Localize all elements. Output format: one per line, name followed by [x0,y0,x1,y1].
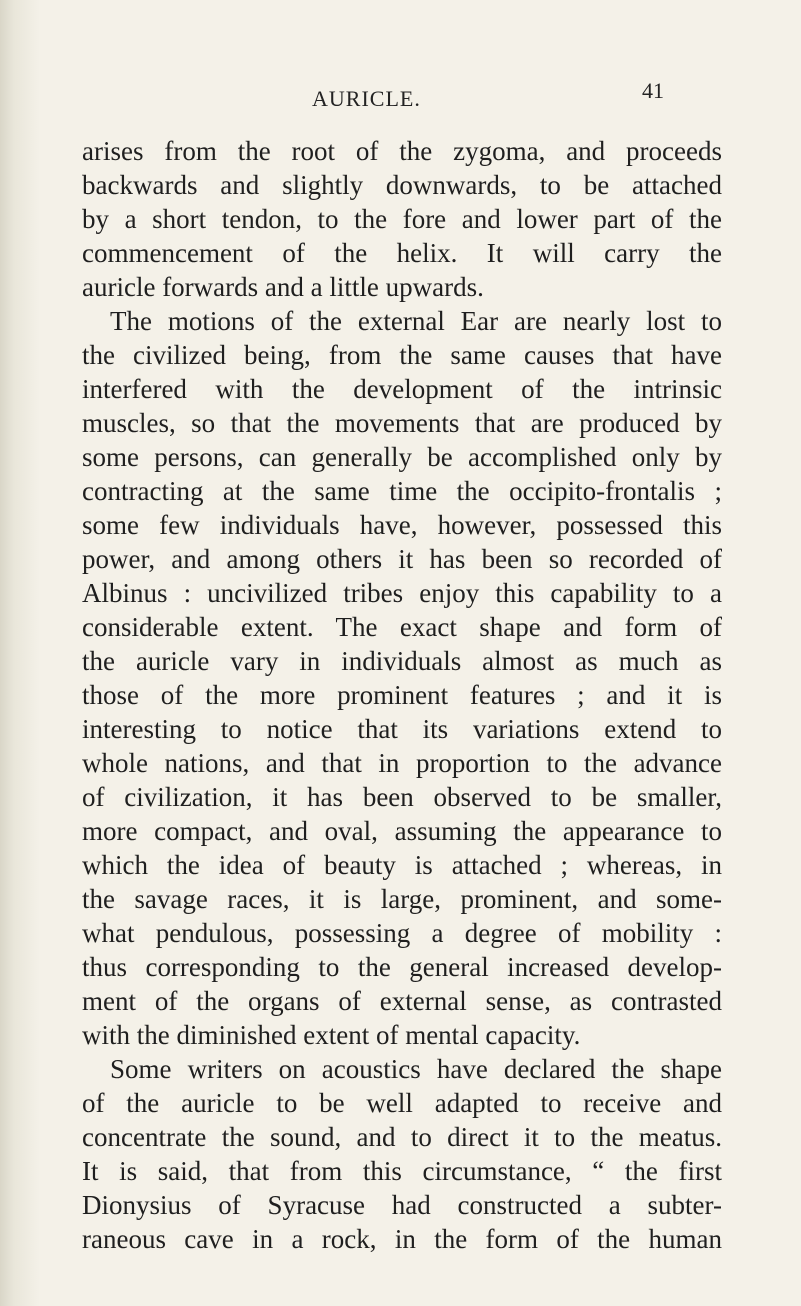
text-line-23: the savage races, it is large, prominent, and some- [82,884,722,914]
text-line-26: ment of the organs of external sense, as contrasted [82,986,722,1016]
text-line-3: by a short tendon, to the fore and lower part of the [82,204,722,234]
text-line-17: those of the more prominent features ; and it is [82,680,722,710]
text-line-31: It is said, that from this circumstance, “ the first [82,1156,722,1186]
text-line-32: Dionysius of Syracuse had constructed a subter- [82,1190,722,1220]
running-head-title: AURICLE. [312,86,421,111]
text-line-9: muscles, so that the movements that are produced by [82,408,722,438]
text-line-1: arises from the root of the zygoma, and proceeds [82,136,722,166]
text-line-22: which the idea of beauty is attached ; whereas, in [82,850,722,880]
text-line-12: some few individuals have, however, possessed this [82,510,722,540]
text-line-19: whole nations, and that in proportion to the advance [82,748,722,778]
text-line-18: interesting to notice that its variations extend to [82,714,722,744]
text-line-30: concentrate the sound, and to direct it to the meatus. [82,1122,722,1152]
page-number: 41 [642,78,664,103]
text-line-28: Some writers on acoustics have declared the shape [110,1054,722,1084]
text-line-29: of the auricle to be well adapted to receive and [82,1088,722,1118]
text-line-6: The motions of the external Ear are nearly lost to [110,306,722,336]
text-line-25: thus corresponding to the general increased develop- [82,952,722,982]
page-gutter-shadow [0,0,40,1306]
text-line-24: what pendulous, possessing a degree of mobility : [82,918,722,948]
text-line-11: contracting at the same time the occipito-frontalis ; [82,476,722,506]
text-line-33: raneous cave in a rock, in the form of the human [82,1224,722,1254]
text-line-16: the auricle vary in individuals almost as much as [82,646,722,676]
running-head [0,72,801,112]
text-line-20: of civilization, it has been observed to be smaller, [82,782,722,812]
text-line-13: power, and among others it has been so recorded of [82,544,722,574]
text-line-5: auricle forwards and a little upwards. [82,272,484,302]
text-line-4: commencement of the helix. It will carry the [82,238,722,268]
text-line-2: backwards and slightly downwards, to be attached [82,170,722,200]
text-line-21: more compact, and oval, assuming the appearance to [82,816,722,846]
text-line-14: Albinus : uncivilized tribes enjoy this capability to a [82,578,722,608]
text-line-10: some persons, can generally be accomplished only by [82,442,722,472]
text-line-8: interfered with the development of the intrinsic [82,374,722,404]
text-line-15: considerable extent. The exact shape and form of [82,612,722,642]
text-line-27: with the diminished extent of mental capacity. [82,1020,581,1050]
text-line-7: the civilized being, from the same causes that have [82,340,722,370]
body-text [82,134,722,1256]
